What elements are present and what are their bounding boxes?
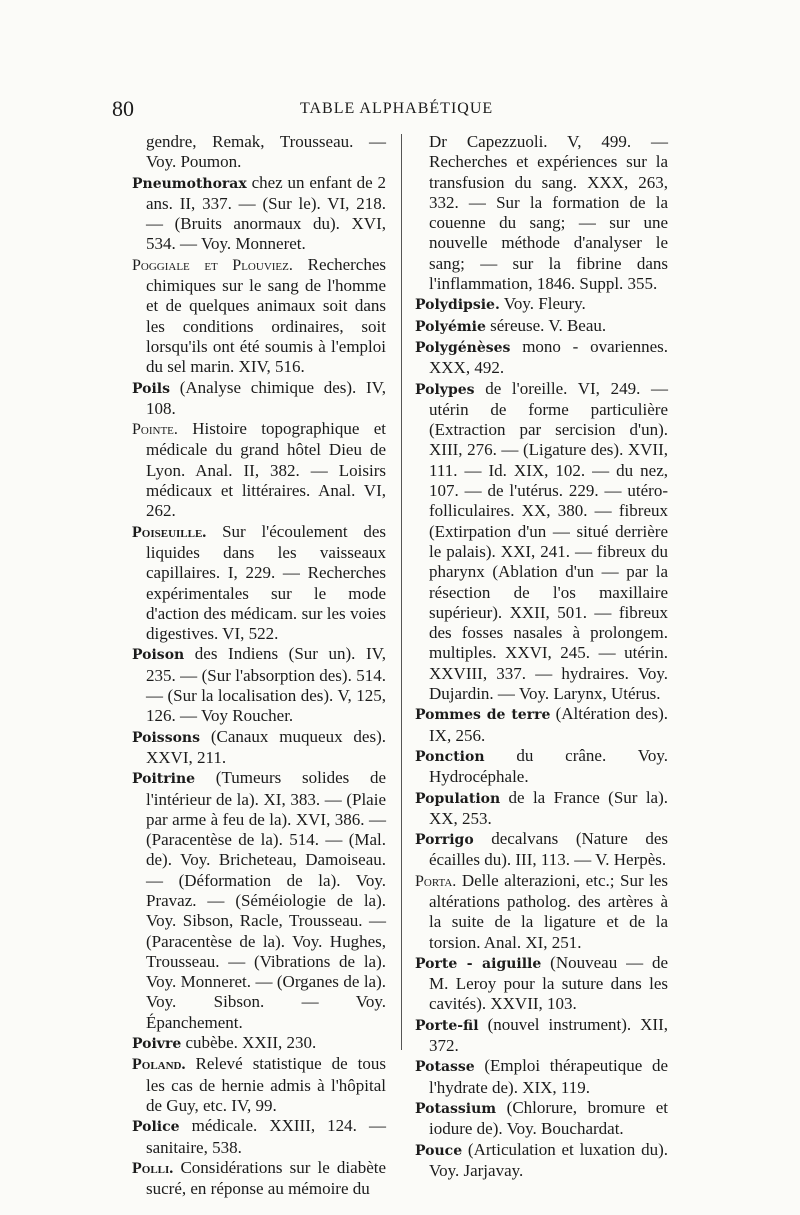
entry-text: gendre, Remak, Trousseau. — Voy. Poumon.	[146, 132, 386, 172]
entry-text: des Indiens (Sur un). IV, 235. — (Sur l'absorption des). 514. — (Sur la localisation des). V, 125, 126. — Voy Roucher.	[146, 644, 386, 726]
index-entry	[415, 704, 668, 746]
index-entry	[132, 255, 386, 378]
entry-headword: Potassium	[415, 1100, 497, 1117]
entry-headword: Pommes de terre	[415, 707, 551, 724]
index-entry	[415, 337, 668, 379]
entry-text: (nouvel instrument). XII, 372.	[429, 1014, 668, 1056]
index-entry	[132, 1033, 386, 1054]
entry-text: Dr Capezzuoli. V, 499. — Recherches et expériences sur la transfusion du sang. XXX, 263, 332. — Sur la formation de la couenne du sang; — sur une nouvelle méthode d'analyser le sang; — sur la fibrine dans l'inflammation, 1846. Suppl. 355.	[429, 132, 668, 294]
entry-headword: Poitrine	[132, 771, 196, 788]
entry-text: Voy. Fleury.	[503, 294, 586, 314]
entry-text: Histoire topographique et médicale du grand hôtel Dieu de Lyon. Anal. II, 382. — Loisirs médicaux et littéraires. Anal. VI, 262.	[146, 419, 386, 521]
index-entry	[415, 132, 668, 294]
entry-headword: Poison	[132, 647, 185, 664]
entry-text: Sur l'écoulement des liquides dans les vaisseaux capillaires. I, 229. — Recherches expérimentales sur le mode d'action des médicam. sur les voies digestives. VI, 522.	[146, 521, 387, 644]
entry-text: séreuse. V. Beau.	[490, 315, 607, 335]
entry-text: du crâne. Voy. Hydrocéphale.	[429, 745, 668, 787]
entry-text: Considérations sur le diabète sucré, en réponse au mémoire du	[146, 1157, 387, 1199]
entry-text: decalvans (Nature des écailles du). III, 113. — V. Herpès.	[429, 829, 668, 870]
index-entry	[415, 1140, 668, 1182]
index-entry	[132, 727, 386, 769]
entry-headword: Pouce	[415, 1142, 463, 1159]
entry-text: (Analyse chimique des). IV, 108.	[146, 377, 387, 418]
entry-headword: Poissons	[132, 729, 200, 746]
index-entry	[415, 829, 668, 871]
entry-headword: Polli.	[132, 1159, 174, 1177]
index-entry	[415, 1056, 668, 1098]
entry-text: médicale. XXIII, 124. — sanitaire, 538.	[146, 1116, 387, 1157]
index-entry	[132, 1116, 386, 1158]
entry-text: de l'oreille. VI, 249. — utérin de forme particulière (Extraction par sercision d'un). XIII, 276. — (Ligature des). XVII, 111. — Id. XIX, 102. — du nez, 107. — de l'utérus. 229. — utéro-folliculaires. XX, 380. — fibreux (Extirpation d'un — situé derrière le palais). XXI, 241. — fibreux du pharynx (Ablation d'un — par la résection de l'os maxillaire supérieur). XXII, 501. — fibreux des fosses nasales à prolongem. multiples. XXVI, 245. — utérin. XXVIII, 337. — hydraires. Voy. Dujardin. — Voy. Larynx, Utérus.	[429, 378, 668, 704]
entry-headword: Poils	[132, 380, 171, 397]
entry-text: chez un enfant de 2 ans. II, 337. — (Sur le). VI, 218. — (Bruits anormaux du). XVI, 534. — Voy. Monneret.	[146, 172, 386, 254]
entry-text: (Canaux muqueux des). XXVI, 211.	[146, 726, 386, 767]
index-entry	[132, 173, 386, 255]
entry-text: (Altération des). IX, 256.	[429, 704, 669, 745]
left-column	[132, 132, 386, 1199]
index-entry	[415, 1015, 668, 1057]
index-entry	[132, 378, 386, 420]
entry-headword: Polygénèses	[415, 339, 511, 356]
entry-text: (Nouveau — de M. Leroy pour la suture dans les cavités). XXVII, 103.	[429, 952, 669, 1014]
entry-headword: Porta.	[415, 872, 457, 890]
entry-headword: Polydipsie.	[415, 297, 500, 314]
index-entry	[132, 644, 386, 726]
index-entry	[415, 294, 668, 315]
index-entry	[132, 132, 386, 173]
entry-headword: Pointe.	[132, 421, 178, 439]
index-entry	[415, 788, 668, 830]
column-divider	[401, 134, 402, 1050]
entry-headword: Ponction	[415, 748, 485, 765]
index-entry	[132, 1054, 386, 1116]
entry-headword: Poiseuille.	[132, 523, 207, 541]
entry-headword: Polyémie	[415, 318, 486, 335]
entry-text: de la France (Sur la). XX, 253.	[429, 787, 669, 828]
running-head: TABLE ALPHABÉTIQUE	[300, 100, 494, 117]
index-entry	[415, 871, 668, 953]
entry-text: Delle alterazioni, etc.; Sur les altérations patholog. des artères à la suite de la ligature et de la torsion. Anal. XI, 251.	[429, 870, 669, 952]
index-entry	[415, 316, 668, 337]
entry-headword: Police	[132, 1119, 180, 1136]
entry-text: cubèbe. XXII, 230.	[185, 1033, 317, 1053]
entry-text: (Tumeurs solides de l'intérieur de la). XI, 383. — (Plaie par arme à feu de la). XVI, 386. — (Paracentèse de la). 514. — (Mal. de). Voy. Bricheteau, Damoiseau. — (Déformation de la). Voy. Pravaz. — (Séméiologie de la). Voy. Sibson, Racle, Trousseau. — (Paracentèse de la). Voy. Hughes, Trousseau. — (Vibrations de la). Voy. Monneret. — (Organes de la). Voy. Sibson. — Voy. Épanchement.	[146, 768, 387, 1032]
entry-headword: Poggiale et Plouviez.	[132, 256, 293, 274]
entry-text: (Emploi thérapeutique de l'hydrate de). XIX, 119.	[429, 1056, 668, 1097]
entry-headword: Poland.	[132, 1056, 186, 1074]
index-entry	[132, 522, 386, 645]
index-entry	[415, 1098, 668, 1140]
entry-headword: Porte-fil	[415, 1017, 479, 1034]
index-entry	[415, 746, 668, 788]
entry-text: (Chlorure, bromure et iodure de). Voy. Bouchardat.	[429, 1097, 668, 1139]
entry-headword: Polypes	[415, 381, 475, 398]
index-entry	[132, 1158, 386, 1200]
entry-headword: Population	[415, 790, 501, 807]
entry-text: mono - ovariennes. XXX, 492.	[429, 336, 668, 378]
right-column	[415, 132, 668, 1181]
index-entry	[415, 953, 668, 1015]
entry-headword: Porte - aiguille	[415, 955, 542, 972]
entry-headword: Potasse	[415, 1059, 475, 1076]
entry-text: Relevé statistique de tous les cas de hernie admis à l'hôpital de Guy, etc. IV, 99.	[146, 1054, 386, 1115]
entry-headword: Poivre	[132, 1036, 182, 1053]
entry-text: Recherches chimiques sur le sang de l'homme et de quelques animaux soit dans les conditions ordinaires, soit lorsqu'ils ont été soumis à l'emploi du sel marin. XIV, 516.	[146, 254, 386, 377]
index-entry	[132, 419, 386, 521]
entry-headword: Porrigo	[415, 832, 474, 849]
entry-text: (Articulation et luxation du). Voy. Jarjavay.	[429, 1139, 668, 1180]
entry-headword: Pneumothorax	[132, 175, 247, 192]
page-number: 80	[112, 96, 134, 121]
index-entry	[415, 379, 668, 705]
index-entry	[132, 768, 386, 1033]
